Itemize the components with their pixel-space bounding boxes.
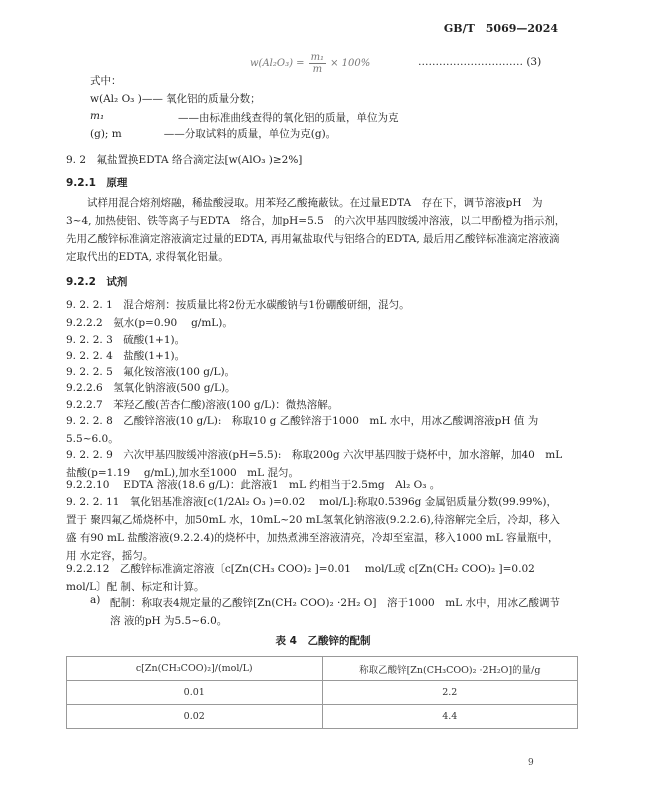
table-row <box>67 681 578 705</box>
column-header-mass: 称取乙酸锌[Zn(CH₃COO)₂ ·2H₂O]的量/g <box>322 657 578 681</box>
reagent-9-2-2-7: 9.2.2.7 苯羟乙酸(苦杏仁酸)溶液(100 g/L)：微热溶解。 <box>66 399 339 411</box>
formula-tail: × 100% <box>330 58 371 69</box>
reagent-9-2-2-6: 9.2.2.6 氢氧化钠溶液(500 g/L)。 <box>66 382 236 394</box>
equation-number: ………………………… (3) <box>418 56 542 68</box>
formula <box>250 52 370 75</box>
standard-number: GB/T 5069—2024 <box>443 22 558 35</box>
column-header-concentration: c[Zn(CH₃COO)₂]/(mol/L) <box>67 657 323 681</box>
reagent-9-2-2-4: 9. 2. 2. 4 盐酸(1+1)。 <box>66 350 186 362</box>
formula-lhs: w(Al₂O₃) = <box>250 58 305 69</box>
reagent-9-2-2-11: 9. 2. 2. 11 氧化铝基准溶液[c(1/2Al₂ O₃ )=0.02 mol/L]:称取0.5396g 金属铝质量分数(99.99%)，置于 聚四氟乙烯烧杯中，加50mL 水，10mL~20 mL氢氧化钠溶液(9.2.2.6),待溶解完全后，冷却，移入盛 有90 mL 盐酸溶液(9.2.2.4)的烧杯中，加热煮沸至溶液清亮，冷却至室温，移入1000 mL 容量瓶中，用 水定容，摇匀。 <box>66 496 560 562</box>
reagent-9-2-2-10: 9.2.2.10 EDTA 溶液(18.6 g/L)：此溶液1 mL 约相当于2.5mg Al₂ O₃ 。 <box>66 479 441 491</box>
page-number: 9 <box>528 758 534 768</box>
reagent-9-2-2-9: 9. 2. 2. 9 六次甲基四胺缓冲溶液(pH=5.5): 称取200g 六次甲基四胺于烧杯中，加水溶解，加40 mL 盐酸(p=1.19 g/mL),加水至1000 mL 混匀。 <box>66 449 563 479</box>
where-line-3: (g); m ——分取试料的质量，单位为克(g)。 <box>90 128 337 140</box>
reagent-9-2-2-1: 9. 2. 2. 1 混合熔剂：按质量比将2份无水碳酸钠与1份硼酸研细，混匀。 <box>66 299 410 311</box>
table-header-row <box>67 657 578 681</box>
where-line-2: ——由标准曲线查得的氧化铝的质量，单位为克 <box>178 112 399 124</box>
reagent-9-2-2-2: 9.2.2.2 氨水(p=0.90 g/mL)。 <box>66 317 233 329</box>
where-intro: 式中： <box>90 75 122 87</box>
table-cell: 0.02 <box>67 705 323 729</box>
formula-numerator: m₁ <box>310 52 325 63</box>
reagent-9-2-2-8: 9. 2. 2. 8 乙酸锌溶液(10 g/L): 称取10 g 乙酸锌溶于1000 mL 水中，用冰乙酸调溶液pH 值 为5.5~6.0。 <box>66 415 539 445</box>
principle-paragraph: 试样用混合熔剂熔融，稀盐酸浸取。用苯羟乙酸掩蔽钛。在过量EDTA 存在下，调节溶液pH 为3~4, 加热使铝、铁等离子与EDTA 络合，加pH=5.5 的六次甲基四胺缓冲溶液，以二甲酚橙为指示剂，先用乙酸锌标准滴定溶液滴定过量的EDTA, 再用氟盐取代与铝络合的EDTA, 最后用乙酸锌标准滴定溶液滴定取代出的EDTA, 求得氧化铝量。 <box>66 197 566 263</box>
section-9-2-title: 9. 2 氟盐置换EDTA 络合滴定法[w(AlO₃ )≥2%] <box>66 154 303 166</box>
table-4-caption: 表 4 乙酸锌的配制 <box>275 635 371 647</box>
item-a-text: 配制：称取表4规定量的乙酸锌[Zn(CH₂ COO)₂ ·2H₂ O] 溶于1000 mL 水中，用冰乙酸调节溶 液的pH 为5.5~6.0。 <box>110 597 560 627</box>
table-4 <box>66 656 578 729</box>
where-symbol-m1: m₁ <box>90 110 105 122</box>
table-cell: 2.2 <box>322 681 578 705</box>
table-row <box>67 705 578 729</box>
reagent-9-2-2-12: 9.2.2.12 乙酸锌标准滴定溶液〔c[Zn(CH₃ COO)₂ ]=0.01 mol/L或 c[Zn(CH₂ COO)₂ ]=0.02 mol/L〕配 制、标定和计算。 <box>66 563 556 593</box>
table-cell: 4.4 <box>322 705 578 729</box>
formula-denominator: m <box>312 64 323 75</box>
section-9-2-1-title: 9.2.1 原理 <box>66 177 128 189</box>
where-line-1: w(Al₂ O₃ )—— 氧化铝的质量分数； <box>90 93 261 105</box>
reagent-9-2-2-3: 9. 2. 2. 3 硫酸(1+1)。 <box>66 334 186 346</box>
section-9-2-2-title: 9.2.2 试剂 <box>66 276 128 288</box>
item-a-label: a) <box>90 594 101 606</box>
table-cell: 0.01 <box>67 681 323 705</box>
formula-fraction <box>309 52 327 75</box>
reagent-9-2-2-5: 9. 2. 2. 5 氟化铵溶液(100 g/L)。 <box>66 366 236 378</box>
